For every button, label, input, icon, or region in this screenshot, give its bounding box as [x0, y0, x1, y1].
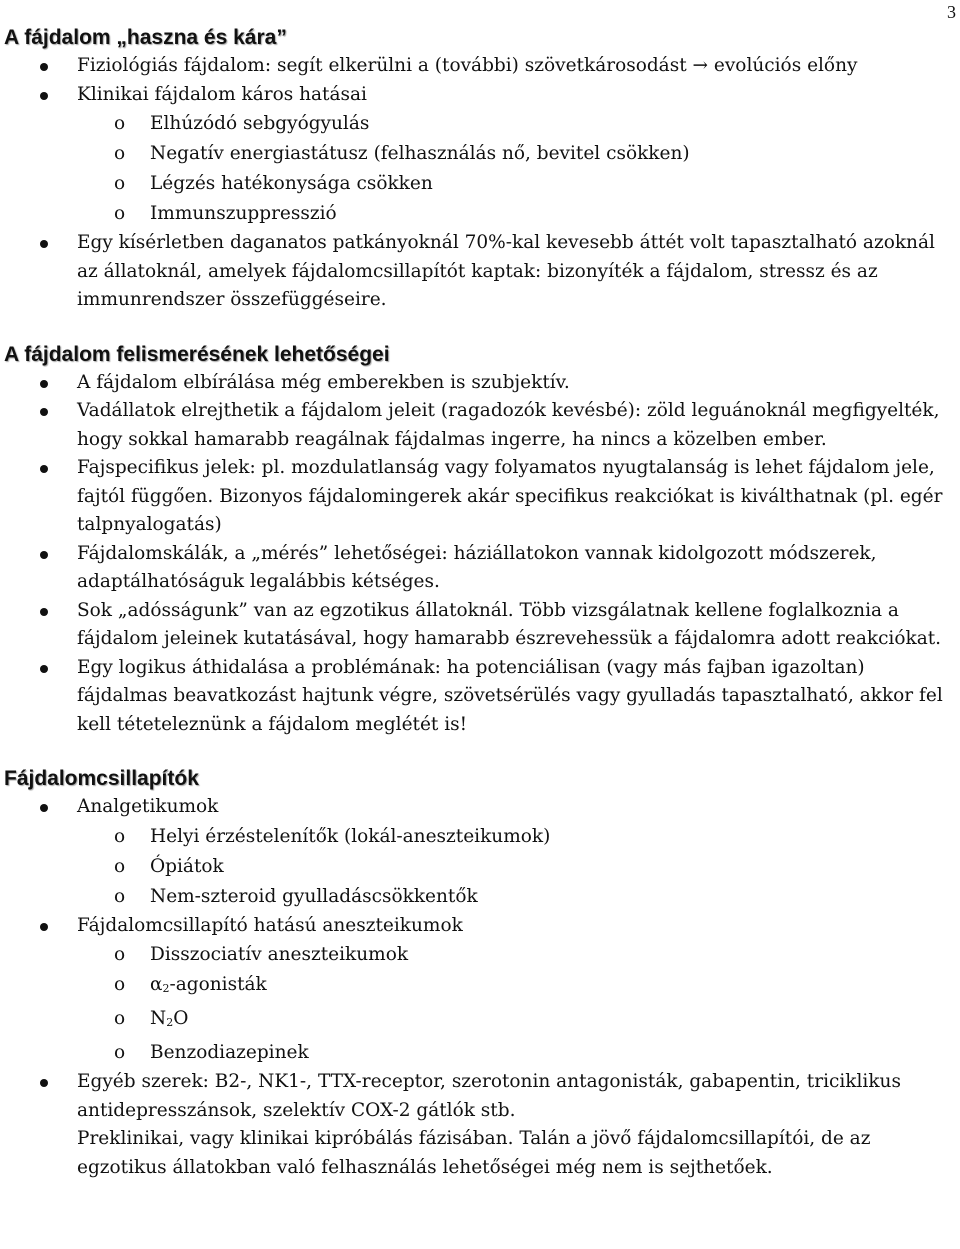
list-item: Vadállatok elrejthetik a fájdalom jeleit (ragadozók kevésbé): zöld leguánoknál megfigyelték, hogy sokkal hamarabb reagálnak fájdalmas ingerre, ha nincs a közelben ember. — [4, 397, 946, 454]
bullet-physiological-pain: Fiziológiás fájdalom: segít elkerülni a (további) szövetkárosodást → evolúciós előny — [4, 52, 946, 81]
list-item: Sok „adósságunk” van az egzotikus állatoknál. Több vizsgálatnak kellene foglalkoznia a fájdalom jeleinek kutatásával, hogy hamarabb észrevehessük a fájdalomra adott reakciókat. — [4, 597, 946, 654]
sub-item: o Nem-szteroid gyulladáscsökkentők — [4, 882, 946, 912]
sub-item: o Disszociatív aneszteikumok — [4, 940, 946, 970]
bullet-analgetics: Analgetikumok — [4, 793, 946, 822]
section-title-pain-recognition: A fájdalom felismerésének lehetőségei — [4, 342, 390, 366]
list-item: Egy logikus áthidalása a problémának: ha potenciálisan (vagy más fajban igazoltan) fájdalmas beavatkozást hajtunk végre, szövetsérülés vagy gyulladás tapasztalható, akkor fel kell téteteleznünk a fájdalom meglétét is! — [4, 654, 946, 740]
sub-item: o Benzodiazepinek — [4, 1038, 946, 1068]
sub-item: o Helyi érzéstelenítők (lokál-aneszteikumok) — [4, 822, 946, 852]
section3-list — [4, 793, 946, 1125]
sub-item: o Immunszuppresszió — [4, 199, 946, 229]
list-item: A fájdalom elbírálása még emberekben is szubjektív. — [4, 369, 946, 398]
sub-item: o Elhúzódó sebgyógyulás — [4, 109, 946, 139]
bullet-rat-experiment: Egy kísérletben daganatos patkányoknál 70%-kal kevesebb áttét volt tapasztalható azoknál az állatoknál, amelyek fájdalomcsillapítót kaptak: bizonyíték a fájdalom, stressz és az immunrendszer összefüggéseire. — [4, 229, 946, 315]
bullet-anesthetics: Fájdalomcsillapító hatású aneszteikumok — [4, 912, 946, 941]
closing-paragraph: Preklinikai, vagy klinikai kipróbálás fázisában. Talán a jövő fájdalomcsillapítói, de az egzotikus állatokban való felhasználás lehetőségei még nem is sejthetőek. — [77, 1128, 871, 1178]
section1-list — [4, 52, 946, 315]
list-item: Fajspecifikus jelek: pl. mozdulatlanság vagy folyamatos nyugtalanság is lehet fájdalom jele, fajtól függően. Bizonyos fájdalomingerek akár specifikus reakciókat is kiválthatnak (pl. egér talpnyalogatás) — [4, 454, 946, 540]
sub-item-n2o: o $N_2O$ — [4, 1004, 946, 1038]
bullet-other-agents: Egyéb szerek: B2-, NK1-, TTX-receptor, szerotonin antagonisták, gabapentin, triciklikus antidepresszánsok, szelektív COX-2 gátlók stb. — [4, 1068, 946, 1125]
sub-item: o Ópiátok — [4, 852, 946, 882]
section-title-analgesics: Fájdalomcsillapítók — [4, 767, 199, 790]
sub-item: o Légzés hatékonysága csökken — [4, 169, 946, 199]
list-item: Fájdalomskálák, a „mérés” lehetőségei: háziállatokon vannak kidolgozott módszerek, adaptálhatóságuk legalábbis kétséges. — [4, 540, 946, 597]
sub-item: o Negatív energiastátusz (felhasználás nő, bevitel csökken) — [4, 139, 946, 169]
section-title-pain-benefit-harm: A fájdalom „haszna és kára” — [4, 26, 287, 49]
bullet-clinical-pain: Klinikai fájdalom káros hatásai — [4, 81, 946, 110]
sub-item-alpha2-agonists: o $\alpha_2$-agonisták — [4, 970, 946, 1004]
page-number: 3 — [947, 2, 956, 22]
document-body — [4, 24, 946, 1182]
section2-list — [4, 369, 946, 740]
